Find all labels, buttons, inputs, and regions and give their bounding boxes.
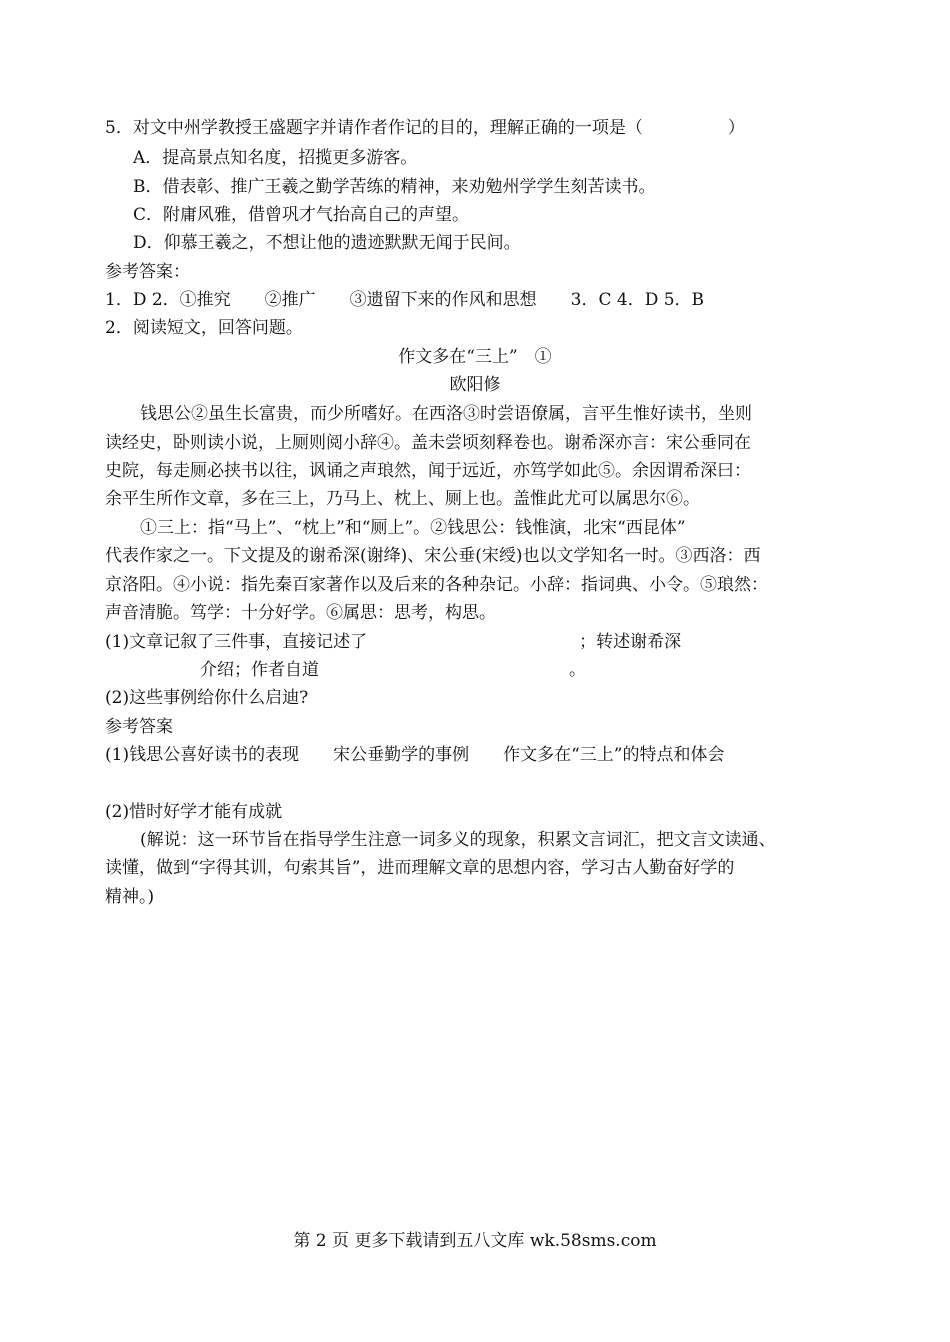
question-1-text-a: (1)文章记叙了三件事，直接记述了 — [105, 632, 368, 652]
question-1-line-b — [200, 660, 950, 680]
answer-heading-1: 参考答案： — [105, 262, 190, 282]
note-line: ①三上：指“马上”、“枕上”和“厕上”。②钱思公：钱惟演，北宋“西昆体” — [140, 518, 686, 538]
question-1-line-a — [105, 632, 865, 652]
answer-1: (1)钱思公喜好读书的表现 宋公垂勤学的事例 作文多在“三上”的特点和体会 — [105, 745, 725, 765]
option-c: C．附庸风雅，借曾巩才气抬高自己的声望。 — [133, 205, 470, 225]
note-line: 声音清脆。笃学：十分好学。⑥属思：思考，构思。 — [105, 603, 496, 623]
option-d: D．仰慕王羲之，不想让他的遗迹默默无闻于民间。 — [133, 233, 521, 253]
passage-line: 钱思公②虽生长富贵，而少所嗜好。在西洛③时尝语僚属，言平生惟好读书，坐则 — [140, 404, 752, 424]
page-footer: 第 2 页 更多下载请到五八文库 wk.58sms.com — [293, 1231, 657, 1251]
passage-line: 读经史，卧则读小说，上厕则阅小辞④。盖未尝顷刻释卷也。谢希深亦言：宋公垂同在 — [105, 433, 751, 453]
note-line: 代表作家之一。下文提及的谢希深(谢绛)、宋公垂(宋绶)也以文学知名一时。③西洛：西 — [105, 546, 761, 566]
option-b: B．借表彰、推广王羲之勤学苦练的精神，来劝勉州学学生刻苦读书。 — [133, 177, 656, 197]
explanation-line: (解说：这一环节旨在指导学生注意一词多义的现象，积累文言词汇，把文言文读通、 — [140, 830, 776, 850]
question-1-text-d: 。 — [569, 660, 586, 680]
passage-title: 作文多在“三上” ① — [398, 347, 552, 367]
explanation-line: 精神。) — [105, 887, 155, 907]
answer-heading-2: 参考答案 — [105, 717, 173, 737]
question-1-text-b: ；转述谢希深 — [579, 632, 682, 652]
question-2: (2)这些事例给你什么启迪? — [105, 688, 309, 708]
question-2-intro: 2．阅读短文，回答问题。 — [105, 318, 303, 338]
explanation-line: 读懂，做到“字得其训，句索其旨”，进而理解文章的思想内容，学习古人勤奋好学的 — [105, 858, 735, 878]
passage-line: 余平生所作文章，多在三上，乃马上、枕上、厕上也。盖惟此尤可以属思尔⑥。 — [105, 489, 700, 509]
passage-author: 欧阳修 — [449, 375, 501, 395]
question-1-text-c: 介绍；作者自道 — [200, 660, 319, 680]
question-5-stem: 5．对文中州学教授王盛题字并请作者作记的目的，理解正确的一项是（ ） — [105, 118, 745, 138]
note-line: 京洛阳。④小说：指先秦百家著作以及后来的各种杂记。小辞：指词典、小令。⑤琅然： — [105, 575, 768, 595]
answer-2: (2)惜时好学才能有成就 — [105, 802, 283, 822]
option-a: A．提高景点知名度，招揽更多游客。 — [133, 148, 418, 168]
passage-line: 史院，每走厕必挟书以往，讽诵之声琅然，闻于远近，亦笃学如此⑤。余因谓希深曰： — [105, 461, 751, 481]
answer-line-1: 1．D 2．①推究 ②推广 ③遗留下来的作风和思想 3．C 4．D 5．B — [105, 290, 705, 310]
